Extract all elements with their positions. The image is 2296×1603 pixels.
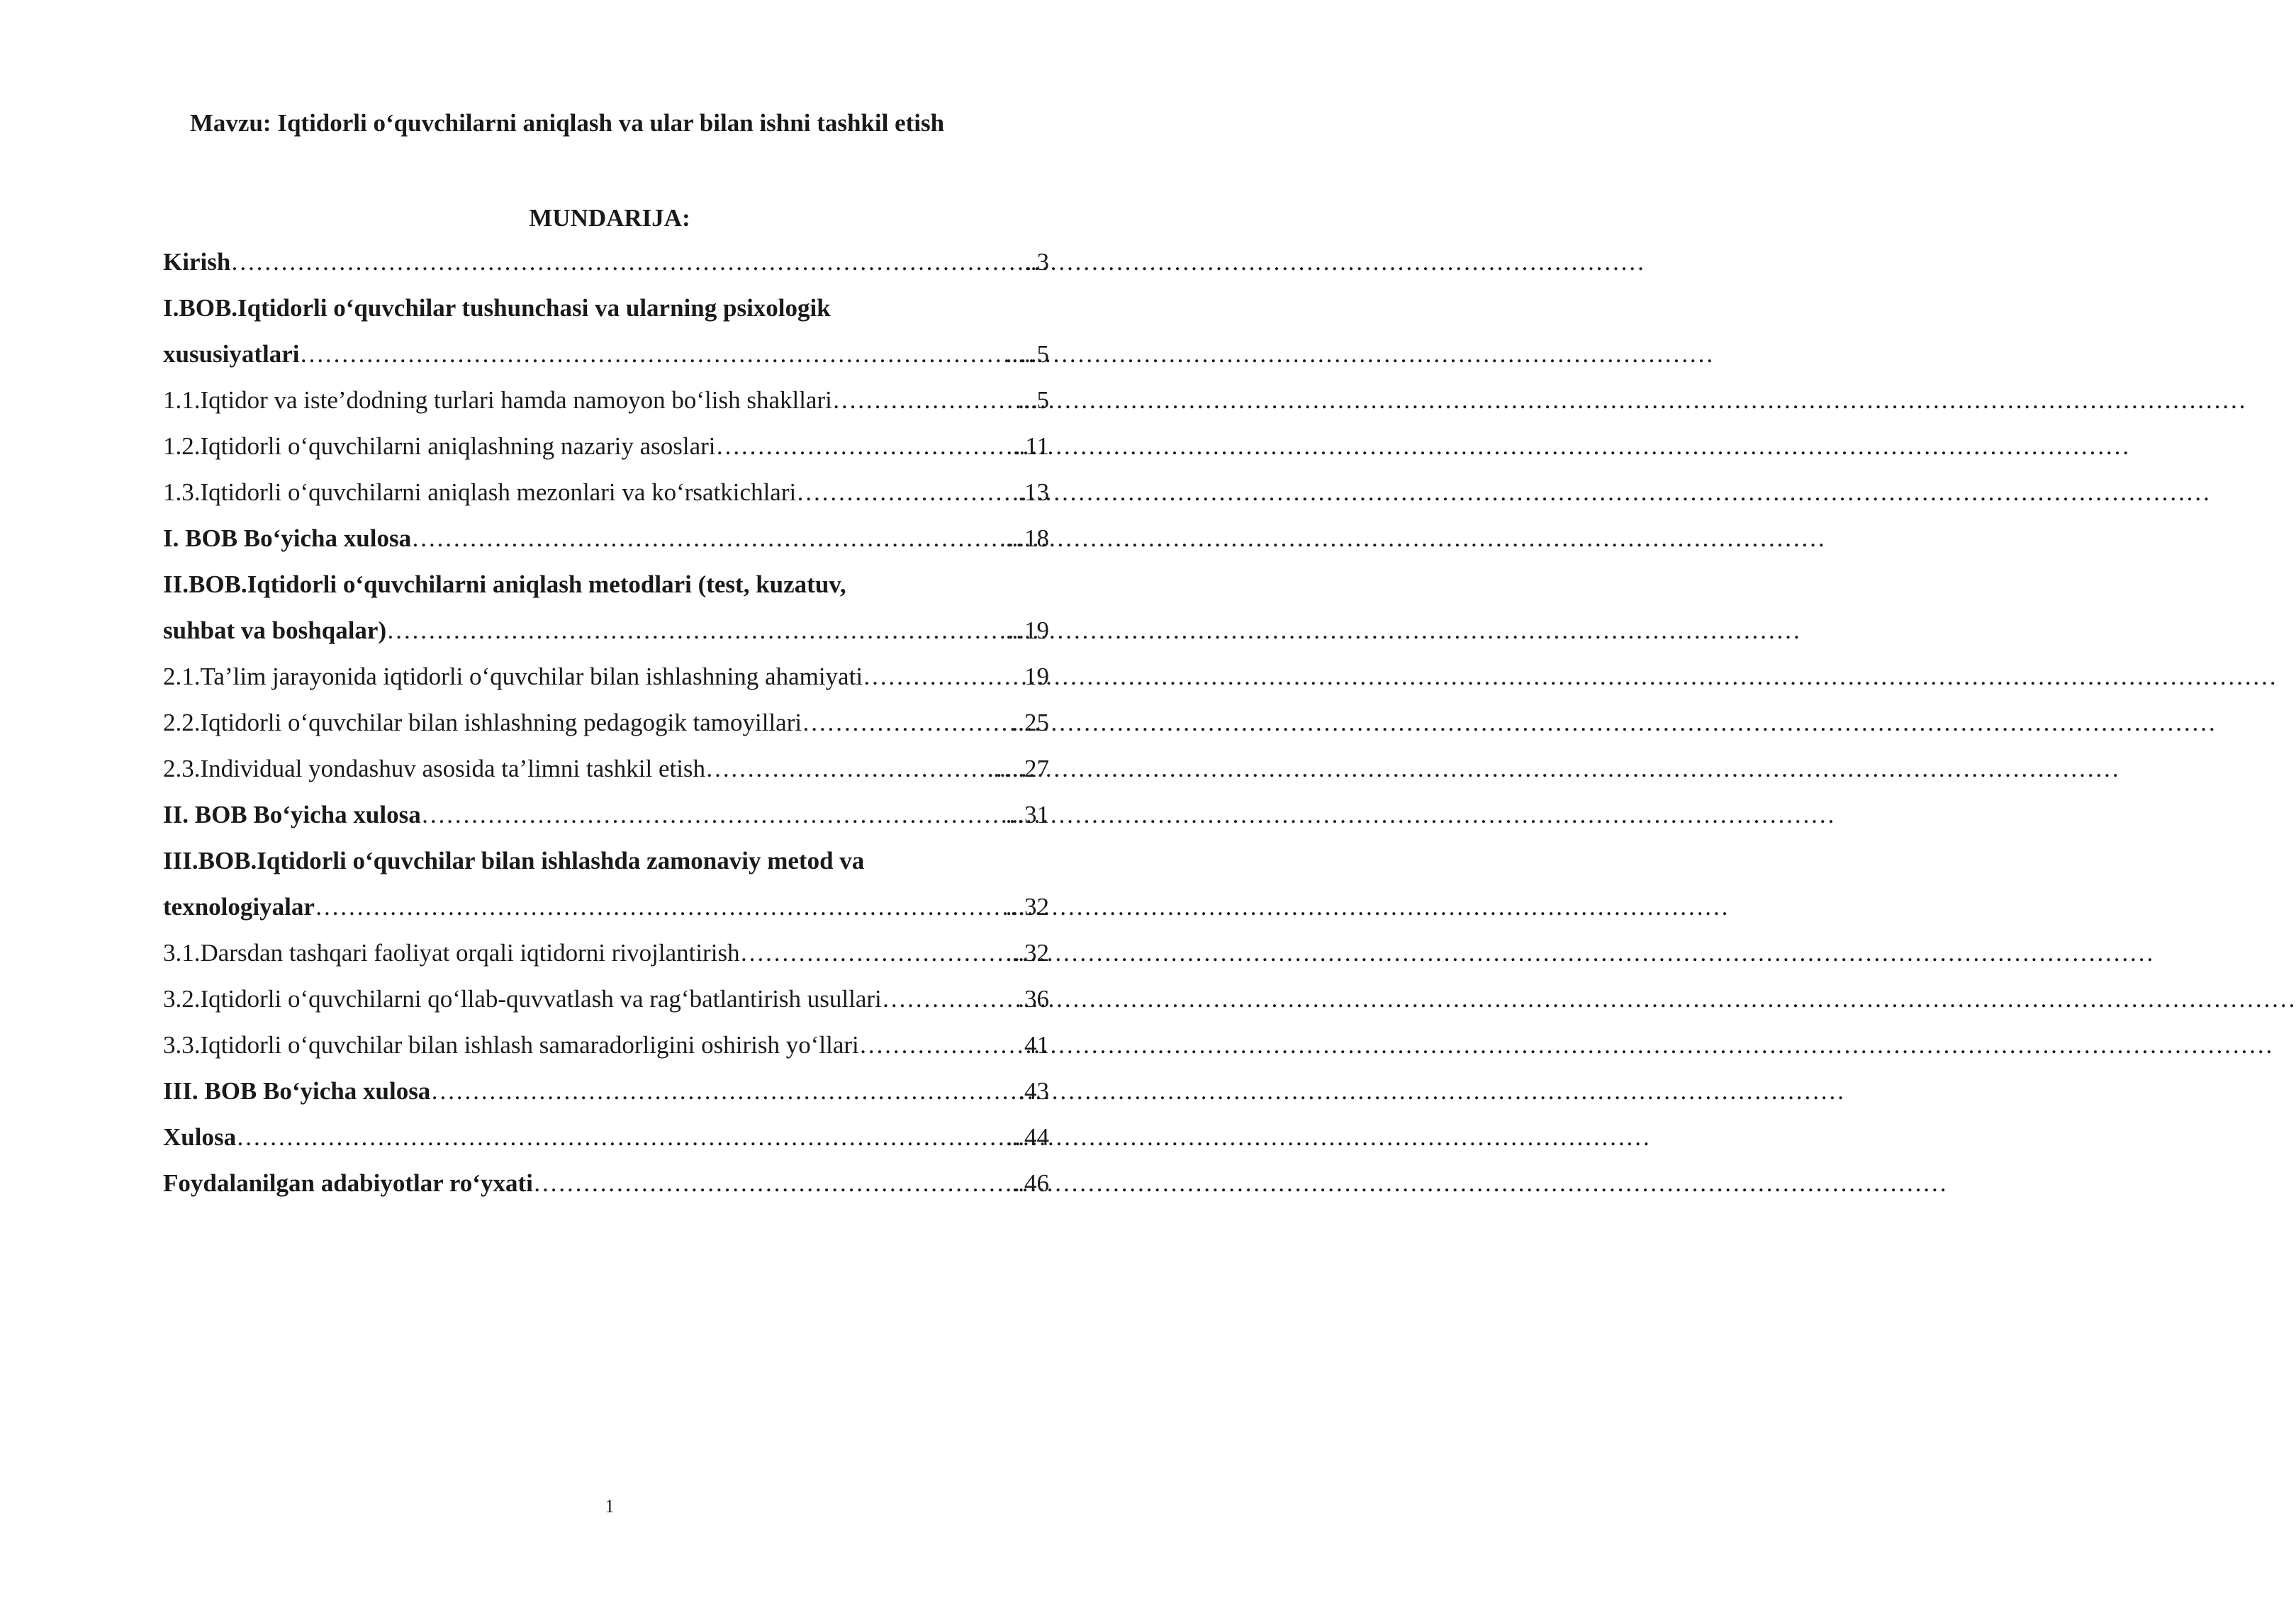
- toc-entry-text: 2.3.Individual yondashuv asosida ta’limni tashkil etish: [163, 755, 706, 782]
- toc-entry-text: xususiyatlari: [163, 340, 300, 368]
- toc-entry-text: III.BOB.Iqtidorli o‘quvchilar bilan ishlashda zamonaviy metod va: [163, 847, 865, 874]
- toc-entry-text: 1.1.Iqtidor va iste’dodning turlari hamda namoyon bo‘lish shakllari: [163, 386, 832, 414]
- toc-entry: [163, 1028, 1049, 1074]
- toc-leader-dots: [533, 1166, 1012, 1200]
- toc-leader-dots: [230, 245, 1024, 279]
- toc-leader-dots: [859, 1028, 1024, 1062]
- toc-entry-page: ...32: [1005, 893, 1049, 921]
- toc-entry-page: ..46: [1012, 1169, 1049, 1197]
- toc-entry: [163, 291, 1049, 337]
- toc-leader-dots: [796, 476, 1018, 510]
- page-number: 1: [605, 1496, 615, 1517]
- toc-entry: [163, 752, 1049, 798]
- toc-entry-page: 41: [1024, 1031, 1049, 1059]
- toc-leader-dots: [386, 614, 1006, 648]
- toc-entry-page: .13: [1018, 478, 1049, 506]
- toc-entry-text: 3.1.Darsdan tashqari faoliyat orqali iqtidorni rivojlantirish: [163, 939, 740, 967]
- toc-entry-page: ...5: [1018, 386, 1049, 414]
- toc-entry: [163, 1120, 1049, 1166]
- toc-entry: [163, 660, 1049, 706]
- toc-entry-text: Foydalanilgan adabiyotlar ro‘yxati: [163, 1169, 533, 1197]
- toc-entry-text: II. BOB Bo‘yicha xulosa: [163, 801, 421, 828]
- toc-entry-text: II.BOB.Iqtidorli o‘quvchilarni aniqlash metodlari (test, kuzatuv,: [163, 570, 846, 598]
- toc-entry-page: .36: [1018, 985, 1049, 1013]
- toc-leader-dots: [716, 429, 1013, 463]
- toc-leader-dots: [802, 706, 1012, 740]
- toc-leader-dots: [705, 752, 987, 786]
- toc-entry: [163, 476, 1049, 522]
- toc-entry-page: ..3: [1024, 248, 1049, 276]
- toc-title: MUNDARIJA:: [529, 204, 690, 232]
- toc-entry-text: 1.2.Iqtidorli o‘quvchilarni aniqlashning nazariy asoslari: [163, 432, 716, 460]
- toc-entry: [163, 844, 1049, 890]
- document-page: [0, 0, 1134, 1603]
- table-of-contents: [163, 245, 1049, 1213]
- toc-leader-dots: [421, 798, 1006, 832]
- toc-entry-text: 2.2.Iqtidorli o‘quvchilar bilan ishlashning pedagogik tamoyillari: [163, 709, 802, 736]
- toc-entry-page: ...32: [1005, 939, 1049, 967]
- toc-leader-dots: [315, 890, 1006, 924]
- toc-leader-dots: [236, 1120, 1006, 1154]
- toc-entry-page: .43: [1018, 1077, 1049, 1105]
- toc-leader-dots: [863, 660, 1024, 694]
- toc-entry-page: ..25: [1012, 709, 1049, 736]
- toc-entry: [163, 798, 1049, 844]
- toc-entry-text: III. BOB Bo‘yicha xulosa: [163, 1077, 431, 1105]
- toc-entry-page: ...19: [1005, 617, 1049, 644]
- toc-entry: [163, 568, 1049, 614]
- toc-entry: [163, 1166, 1049, 1213]
- toc-entry-text: 3.2.Iqtidorli o‘quvchilarni qo‘llab-quvvatlash va rag‘batlantirish usullari: [163, 985, 882, 1013]
- toc-entry: [163, 1074, 1049, 1120]
- toc-entry-text: 2.1.Ta’lim jarayonida iqtidorli o‘quvchilar bilan ishlashning ahamiyati: [163, 663, 863, 690]
- toc-entry: [163, 936, 1049, 982]
- toc-entry-text: 1.3.Iqtidorli o‘quvchilarni aniqlash mezonlari va ko‘rsatkichlari: [163, 478, 797, 506]
- toc-entry: [163, 982, 1049, 1028]
- toc-entry: [163, 337, 1049, 383]
- toc-entry: [163, 614, 1049, 660]
- toc-entry-page: ......27: [987, 755, 1049, 782]
- toc-entry-text: I. BOB Bo‘yicha xulosa: [163, 524, 412, 552]
- toc-leader-dots: [300, 337, 1006, 371]
- toc-entry-text: Xulosa: [163, 1123, 237, 1151]
- toc-entry-text: I.BOB.Iqtidorli o‘quvchilar tushunchasi va ularning psixologik: [163, 294, 831, 322]
- toc-entry-page: 19: [1024, 663, 1049, 690]
- toc-leader-dots: [882, 982, 1018, 1016]
- toc-entry-page: .....5: [1005, 340, 1049, 368]
- toc-leader-dots: [411, 522, 999, 556]
- toc-entry-text: suhbat va boshqalar): [163, 617, 387, 644]
- toc-leader-dots: [832, 383, 1018, 417]
- toc-entry-text: texnologiyalar: [163, 893, 315, 921]
- toc-entry-text: 3.3.Iqtidorli o‘quvchilar bilan ishlash samaradorligini oshirish yo‘llari: [163, 1031, 859, 1059]
- toc-entry-text: Kirish: [163, 248, 231, 276]
- toc-entry: [163, 429, 1049, 476]
- toc-entry: [163, 383, 1049, 429]
- toc-entry-page: ...31: [1005, 801, 1049, 828]
- toc-entry-page: ...44: [1005, 1123, 1049, 1151]
- toc-entry: [163, 890, 1049, 936]
- toc-entry: [163, 706, 1049, 752]
- toc-leader-dots: [740, 936, 1006, 970]
- toc-leader-dots: [430, 1074, 1018, 1108]
- toc-entry: [163, 245, 1049, 291]
- toc-entry-page: ....18: [999, 524, 1049, 552]
- toc-entry-page: ..11: [1012, 432, 1049, 460]
- document-topic: Mavzu: Iqtidorli o‘quvchilarni aniqlash va ular bilan ishni tashkil etish: [189, 109, 945, 137]
- toc-entry: [163, 522, 1049, 568]
